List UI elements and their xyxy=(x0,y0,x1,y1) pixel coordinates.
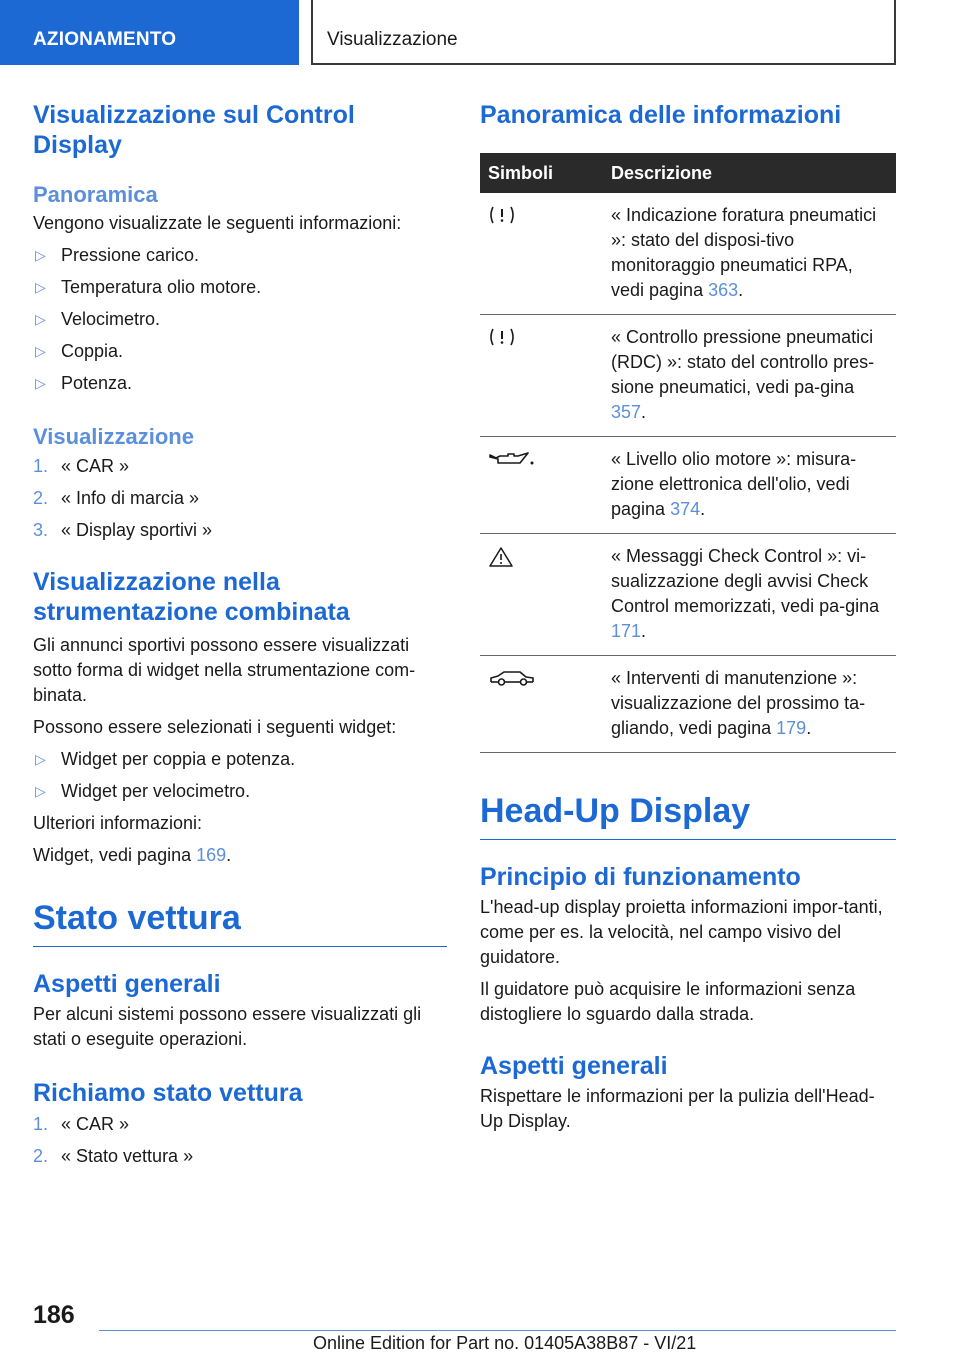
display-steps xyxy=(33,454,447,543)
cluster-heading: Visualizzazione nella strumentazione combinata xyxy=(33,568,350,626)
bullet-triangle-icon: ▷ xyxy=(35,343,46,359)
section-title: AZIONAMENTO xyxy=(33,29,177,50)
principle-paragraph-1: L'head-up display proietta informazioni impor-tanti, come per es. la velocità, nel campo visivo del guidatore. xyxy=(480,897,883,967)
list-item: ▷ Widget per velocimetro. xyxy=(33,779,447,804)
page-number: 186 xyxy=(33,1301,75,1329)
section-tab xyxy=(0,0,299,65)
page-link[interactable]: 171 xyxy=(611,621,642,641)
cluster-widgets-intro: Possono essere selezionati i seguenti widget: xyxy=(33,717,397,737)
page-link[interactable]: 357 xyxy=(611,402,642,422)
step-item: 2. « Stato vettura » xyxy=(33,1146,194,1166)
principle-heading: Principio di funzionamento xyxy=(480,863,801,891)
overview-list xyxy=(33,243,447,396)
info-overview-heading: Panoramica delle informazioni xyxy=(480,101,842,129)
oil-can-icon xyxy=(488,449,536,469)
control-display-heading: Visualizzazione sul Control Display xyxy=(33,101,355,159)
list-item: ▷ Temperatura olio motore. xyxy=(33,275,447,300)
table-row: « Interventi di manutenzione »: visualizzazione del prossimo ta-gliando, vedi pagina 179. xyxy=(480,656,896,753)
page-link[interactable]: 179 xyxy=(776,718,807,738)
symbols-table xyxy=(480,153,896,753)
page-link[interactable]: 374 xyxy=(670,499,701,519)
warning-triangle-icon xyxy=(488,546,514,568)
list-item: ▷ Pressione carico. xyxy=(33,243,447,268)
page-link[interactable]: 169 xyxy=(196,845,227,865)
bullet-triangle-icon: ▷ xyxy=(35,279,46,295)
hud-general-text: Rispettare le informazioni per la pulizia dell'Head-Up Display. xyxy=(480,1086,875,1131)
step-item: 1. « CAR » xyxy=(33,456,130,476)
overview-heading: Panoramica xyxy=(33,182,158,207)
hud-general-heading: Aspetti generali xyxy=(480,1052,668,1080)
edition-note: Online Edition for Part no. 01405A38B87 - VI/21 xyxy=(313,1333,697,1353)
general-text: Per alcuni sistemi possono essere visualizzati gli stati o eseguite operazioni. xyxy=(33,1004,422,1049)
step-item: 2. « Info di marcia » xyxy=(33,488,200,508)
chapter-tab xyxy=(311,0,896,65)
vehicle-status-heading: Stato vettura xyxy=(33,898,447,947)
table-row: « Messaggi Check Control »: vi-sualizzazione degli avvisi Check Control memorizzati, vedi pa-gina 171. xyxy=(480,534,896,656)
step-item: 3. « Display sportivi » xyxy=(33,520,213,540)
tire-warning-icon xyxy=(488,327,516,347)
column-header-description: Descrizione xyxy=(603,153,896,193)
widget-list xyxy=(33,747,447,804)
column-header-symbols: Simboli xyxy=(480,153,603,193)
table-row: « Controllo pressione pneumatici (RDC) »: stato del controllo pres-sione pneumatici, vedi pa-gina 357. xyxy=(480,315,896,437)
chapter-title: Visualizzazione xyxy=(327,29,458,50)
list-item: ▷ Widget per coppia e potenza. xyxy=(33,747,447,772)
tire-warning-icon xyxy=(488,205,516,225)
bullet-triangle-icon: ▷ xyxy=(35,783,46,799)
table-row: « Livello olio motore »: misura-zione elettronica dell'olio, vedi pagina 374. xyxy=(480,437,896,534)
more-info-label: Ulteriori informazioni: xyxy=(33,813,203,833)
bullet-triangle-icon: ▷ xyxy=(35,311,46,327)
general-heading: Aspetti generali xyxy=(33,970,221,998)
bullet-triangle-icon: ▷ xyxy=(35,247,46,263)
left-column xyxy=(33,100,447,1169)
bullet-triangle-icon: ▷ xyxy=(35,375,46,391)
cluster-paragraph: Gli annunci sportivi possono essere visualizzati sotto forma di widget nella strumentazione com-binata. xyxy=(33,635,416,705)
step-item: 1. « CAR » xyxy=(33,1114,130,1134)
right-column xyxy=(480,100,896,1134)
principle-paragraph-2: Il guidatore può acquisire le informazioni senza distogliere lo sguardo dalla strada. xyxy=(480,979,856,1024)
hud-heading: Head-Up Display xyxy=(480,791,896,840)
widget-reference: Widget, vedi pagina 169. xyxy=(33,845,232,865)
footer-divider xyxy=(99,1330,896,1331)
display-heading: Visualizzazione xyxy=(33,424,194,449)
list-item: ▷ Potenza. xyxy=(33,371,447,396)
call-steps xyxy=(33,1112,447,1169)
page-link[interactable]: 363 xyxy=(708,280,739,300)
table-header-row xyxy=(480,153,896,193)
list-item: ▷ Velocimetro. xyxy=(33,307,447,332)
list-item: ▷ Coppia. xyxy=(33,339,447,364)
table-row: « Indicazione foratura pneumatici »: stato del disposi-tivo monitoraggio pneumatici RPA, vedi pagina 363. xyxy=(480,193,896,315)
bullet-triangle-icon: ▷ xyxy=(35,751,46,767)
call-status-heading: Richiamo stato vettura xyxy=(33,1079,303,1107)
overview-intro: Vengono visualizzate le seguenti informazioni: xyxy=(33,213,402,233)
service-car-icon xyxy=(488,668,536,688)
